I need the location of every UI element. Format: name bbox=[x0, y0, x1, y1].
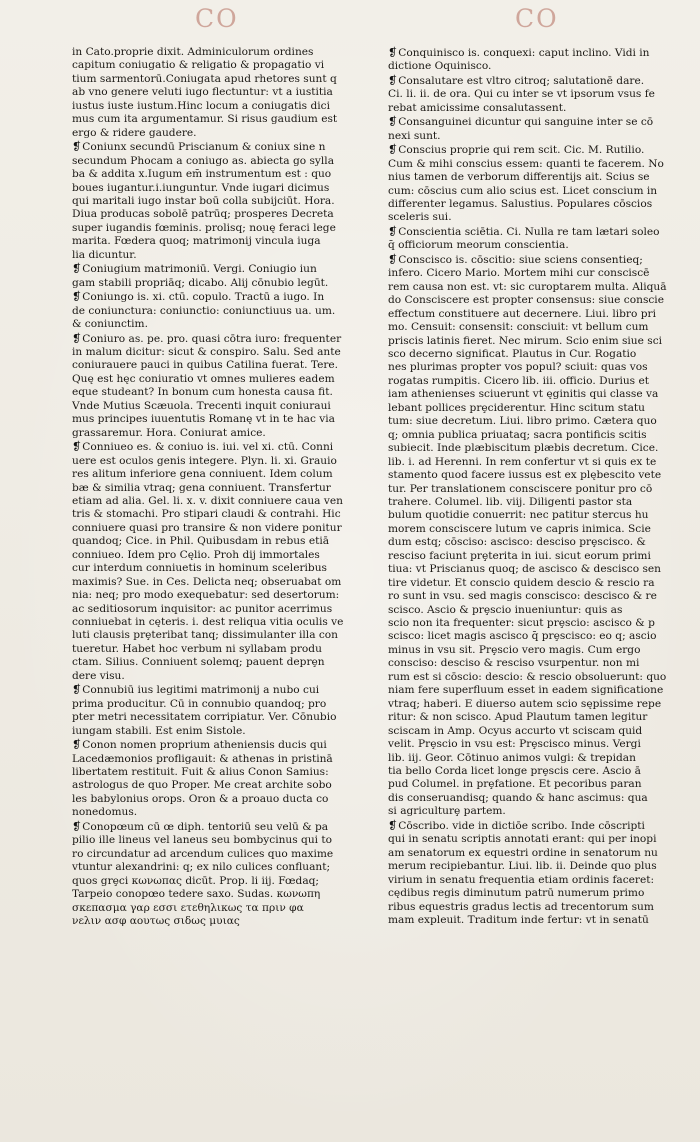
text-line: si agriculturȩ partem. bbox=[388, 805, 506, 818]
text-line: Vnde Mutius Scæuola. Trecenti inquit coniuraui bbox=[72, 399, 331, 412]
text-line: dictione Oquinisco. bbox=[388, 60, 492, 73]
text-line: priscis latinis fieret. Nec mirum. Scio enim siue sci bbox=[388, 334, 663, 347]
text-line: super iugandis fœminis. prolisq; nouę feraci lege bbox=[72, 221, 336, 234]
folio-heading-left: CO bbox=[195, 4, 239, 33]
text-line: mus principes iuuentutis Romanę vt in te hac via bbox=[72, 413, 335, 426]
text-line: subiecit. Inde plæbiscitum plæbis decretum. Cice. bbox=[388, 442, 659, 455]
entry-line: ❡ Conscius proprie qui rem scit. Cic. M. Rutilio. bbox=[388, 143, 696, 157]
entry-line: ❡ Consanguinei dicuntur qui sanguine inter se cō bbox=[388, 115, 696, 129]
text-line: dum estq; cōsciso: ascisco: desciso prȩscisco. & bbox=[388, 536, 646, 549]
text-line: conniueo. Idem pro Cęlio. Proh dij immortales bbox=[72, 548, 320, 561]
text-line: minus in vsu sit. Prȩscio vero magis. Cum ergo bbox=[388, 643, 641, 656]
text-line: νελιν ασφ αουτως σιδως μυιας bbox=[72, 915, 240, 927]
text-line: nes plurimas propter vos popul? sciuit: quas vos bbox=[388, 361, 648, 374]
text-line: prima producitur. Cū in connubio quandoq; pro bbox=[72, 697, 327, 710]
text-line: ergo & ridere gaudere. bbox=[72, 126, 197, 139]
entry-line: ❡ Consalutare est vltro citroq; salutationē dare. bbox=[388, 74, 696, 88]
text-line: Tarpeio conopœo tedere saxo. Sudas. κωνωπη bbox=[72, 888, 321, 901]
text-line: cędibus regis diminutum patrū numerum primo bbox=[388, 887, 645, 900]
text-line: bulum quotidie conuerrit: nec patitur stercus hu bbox=[388, 509, 649, 522]
text-line: Diua producas sobolē patrūq; prosperes Decreta bbox=[72, 208, 334, 221]
text-line: ro circundatur ad arcendum culices quo maxime bbox=[72, 847, 334, 860]
text-line: maximis? Sue. in Ces. Delicta neq; obseruabat om bbox=[72, 575, 342, 588]
text-line: qui maritali iugo instar boū colla subijciūt. Hora. bbox=[72, 194, 335, 207]
text-line: in malum dicitur: sicut & conspiro. Salu. Sed ante bbox=[72, 345, 341, 358]
text-line: quandoq; Cice. in Phil. Quibusdam in rebus etiā bbox=[72, 535, 330, 548]
text-line: marita. Fœdera quoq; matrimonij vincula iuga bbox=[72, 235, 321, 248]
right-text-column bbox=[388, 46, 696, 927]
entry-line: ❡ Coniuro as. pe. pro. quasi cōtra iuro: frequenter bbox=[72, 332, 380, 346]
text-line: res alitum inferiore gena conniuent. Idem colum bbox=[72, 468, 333, 481]
text-line: nius tamen de verborum differentijs ait. Scius se bbox=[388, 171, 650, 184]
text-line: lebant pollices prȩciderentur. Hinc scitum statu bbox=[388, 401, 645, 414]
text-line: eque studeant? In bonum cum honesta causa fit. bbox=[72, 386, 333, 399]
text-line: sceleris sui. bbox=[388, 211, 452, 224]
text-line: conniuere quasi pro transire & non videre ponitur bbox=[72, 521, 342, 534]
text-line: cum: cōscius cum alio scius est. Licet conscium in bbox=[388, 184, 658, 197]
entry-line: ❡ Conon nomen proprium atheniensis ducis qui bbox=[72, 738, 380, 752]
text-line: nexi sunt. bbox=[388, 129, 441, 142]
text-line: in Cato.proprie dixit. Adminiculorum ordines bbox=[72, 46, 314, 58]
text-line: dere visu. bbox=[72, 669, 125, 682]
entry-line: ❡ Coniugium matrimoniū. Vergi. Coniugio iun bbox=[72, 262, 380, 276]
entry-line: ❡ Conscisco is. cōscitio: siue sciens consentieq; bbox=[388, 253, 696, 267]
text-line: iam athenienses sciuerunt vt ęginitis qui classe va bbox=[388, 388, 659, 401]
text-line: ab vno genere veluti iugo flectuntur: vt a iustitia bbox=[72, 86, 333, 99]
text-line: virium in senatu frequentia etiam ordinis faceret: bbox=[388, 873, 655, 886]
text-line: pud Columel. in prȩfatione. Et pecoribus paran bbox=[388, 778, 642, 791]
text-line: consciso: desciso & resciso vsurpentur. non mi bbox=[388, 657, 640, 670]
text-line: lib. i. ad Herenni. In rem confertur vt si quis ex te bbox=[388, 455, 657, 468]
text-line: Lacedæmonios profligauit: & athenas in pristinā bbox=[72, 752, 333, 765]
text-line: secundum Phocam a coniugo as. abiecta go sylla bbox=[72, 154, 335, 167]
text-line: rebat amicissime consalutassent. bbox=[388, 101, 567, 114]
text-line: am senatorum ex equestri ordine in senatorum nu bbox=[388, 846, 658, 859]
text-line: q̄ officiorum meorum conscientia. bbox=[388, 239, 569, 252]
text-line: de coniunctura: coniunctio: coniunctiuus ua. um. bbox=[72, 304, 336, 317]
text-line: stamento quod facere iussus est ex plębescito vete bbox=[388, 469, 662, 482]
text-line: tiua: vt Priscianus quoq; de ascisco & descisco sen bbox=[388, 563, 661, 576]
entry-line: ❡ Conquinisco is. conquexi: caput inclino. Vidi in bbox=[388, 46, 696, 60]
entry-line: ❡ Connubiū ius legitimi matrimonij a nubo cui bbox=[72, 683, 380, 697]
text-line: tur. Per translationem consciscere ponitur pro cō bbox=[388, 482, 653, 495]
text-line: mam expleuit. Traditum inde fertur: vt in senatū bbox=[388, 914, 649, 926]
text-line: tium sarmentorū.Coniugata apud rhetores sunt q bbox=[72, 72, 337, 85]
text-line: trahere. Columel. lib. viij. Diligenti pastor sta bbox=[388, 495, 633, 508]
text-line: q; omnia publica priuataq; sacra pontificis scitis bbox=[388, 428, 647, 441]
text-line: uere est oculos genis integere. Plyn. li. xi. Grauio bbox=[72, 454, 337, 467]
text-line: mo. Censuit: consensit: consciuit: vt bellum cum bbox=[388, 321, 649, 334]
text-line: astrologus de quo Proper. Me creat archite sobo bbox=[72, 779, 332, 792]
text-line: luti clausis prȩteribat tanq; dissimulanter illa con bbox=[72, 629, 339, 642]
text-line: differenter legamus. Salustius. Populares cōscios bbox=[388, 197, 653, 210]
text-line: etiam ad alia. Gel. li. x. v. dixit conniuere caua ven bbox=[72, 494, 343, 507]
text-line: Quę est hęc coniuratio vt omnes mulieres eadem bbox=[72, 372, 335, 385]
left-text-column bbox=[72, 46, 380, 928]
entry-line: ❡ Conopœum cū œ diph. tentoriū seu velū & pa bbox=[72, 820, 380, 834]
text-line: tia bello Corda licet longe prȩscis cere. Ascio ā bbox=[388, 765, 641, 778]
text-line: Cum & mihi conscius essem: quanti te facerem. No bbox=[388, 157, 664, 170]
text-line: lia dicuntur. bbox=[72, 248, 137, 261]
text-line: rem causa non est. vt: sic curoptarem multa. Aliquā bbox=[388, 280, 667, 293]
entry-line: ❡ Cōscribo. vide in dictiōe scribo. Inde cōscripti bbox=[388, 819, 696, 833]
text-line: rogatas rumpitis. Cicero lib. iii. officio. Durius et bbox=[388, 374, 649, 387]
text-line: bæ & similia vtraq; gena conniuent. Transfertur bbox=[72, 481, 331, 494]
text-line: ritur: & non scisco. Apud Plautum tamen legitur bbox=[388, 711, 648, 724]
text-line: nia: neq; pro modo exequebatur: sed desertorum: bbox=[72, 589, 340, 602]
text-line: sciscam in Amp. Ocyus accurto vt sciscam quid bbox=[388, 724, 643, 737]
text-line: vtuntur alexandrini: q; ex nilo culices confluant; bbox=[72, 861, 331, 874]
text-line: pilio ille lineus vel laneus seu bombycinus qui to bbox=[72, 834, 333, 847]
text-line: tueretur. Habet hoc verbum ni syllabam produ bbox=[72, 642, 322, 655]
text-line: sco decerno significat. Plautus in Cur. Rogatio bbox=[388, 347, 637, 360]
text-line: qui in senatu scriptis annotati erant: qui per inopi bbox=[388, 833, 657, 846]
entry-line: ❡ Conscientia sciētia. Ci. Nulla re tam lætari soleo bbox=[388, 225, 696, 239]
text-line: rum est si cōscio: descio: & rescio obsoluerunt: quo bbox=[388, 670, 667, 683]
text-line: effectum constituere aut decernere. Liui. libro pri bbox=[388, 307, 656, 320]
entry-line: ❡ Conniueo es. & coniuo is. iui. vel xi. ctū. Conni bbox=[72, 440, 380, 454]
text-line: gam stabili propriāq; dicabo. Alij cōnubio legūt. bbox=[72, 276, 329, 289]
text-line: ribus equestris gradus lectis ad trecentorum sum bbox=[388, 900, 654, 913]
text-line: tris & stomachi. Pro stipari claudi & contrahi. Hic bbox=[72, 508, 341, 521]
entry-line: ❡ Coniungo is. xi. ctū. copulo. Tractū a iugo. In bbox=[72, 290, 380, 304]
text-line: dis conseruandisq; quando & hanc ascimus: qua bbox=[388, 791, 648, 804]
text-line: iungam stabili. Est enim Sistole. bbox=[72, 724, 246, 737]
text-line: tire videtur. Et conscio quidem descio & rescio ra bbox=[388, 576, 655, 589]
text-line: morem consciscere lutum ve capris inimica. Scie bbox=[388, 522, 651, 535]
text-line: do Consciscere est propter consensus: siue conscie bbox=[388, 294, 664, 307]
text-line: σκεπασμα γαρ εσσι ετεθηλικως τα πριν φα bbox=[72, 901, 304, 914]
text-line: iustus iuste iustum.Hinc locum a coniugatis dici bbox=[72, 99, 330, 112]
text-line: velit. Prȩscio in vsu est: Prȩscisco minus. Vergi bbox=[388, 738, 641, 751]
text-line: conniuebat in cęteris. i. dest reliqua vitia oculis ve bbox=[72, 616, 344, 629]
entry-line: ❡ Coniunx secundū Priscianum & coniux sine n bbox=[72, 140, 380, 154]
text-line: niam fere superfluum esset in eadem significatione bbox=[388, 684, 664, 697]
text-line: merum recipiebantur. Liui. lib. ii. Deinde quo plus bbox=[388, 860, 657, 873]
text-line: lib. iij. Geor. Cōtinuo animos vulgi: & trepidan bbox=[388, 751, 636, 764]
text-line: scisco: licet magis ascisco q̄ prȩscisco: eo q; ascio bbox=[388, 630, 657, 643]
text-line: pter metri necessitatem corripiatur. Ver. Cōnubio bbox=[72, 711, 337, 724]
text-line: capitum coniugatio & religatio & propagatio vi bbox=[72, 59, 325, 72]
text-line: ctam. Silius. Conniuent solemq; pauent deprȩn bbox=[72, 656, 325, 669]
text-line: vtraq; haberi. E diuerso autem scio sępissime repe bbox=[388, 697, 662, 710]
text-line: nonedomus. bbox=[72, 806, 138, 819]
text-line: quos grȩci κωνωπας dicūt. Prop. li iij. Fœdaq; bbox=[72, 874, 319, 887]
text-line: tum: siue decretum. Liui. libro primo. Cætera quo bbox=[388, 415, 657, 428]
text-line: scio non ita frequenter: sicut prȩscio: ascisco & p bbox=[388, 617, 655, 630]
text-line: ro sunt in vsu. sed magis conscisco: descisco & re bbox=[388, 590, 657, 603]
folio-heading-right: CO bbox=[515, 4, 559, 33]
text-line: infero. Cicero Mario. Mortem mihi cur consciscē bbox=[388, 267, 650, 280]
text-line: coniurauere pauci in quibus Catilina fuerat. Tere. bbox=[72, 359, 339, 372]
text-line: grassaremur. Hora. Coniurat amice. bbox=[72, 426, 266, 439]
text-line: boues iugantur.i.iunguntur. Vnde iugari dicimus bbox=[72, 181, 330, 194]
text-line: mus cum ita argumentamur. Si risus gaudium est bbox=[72, 113, 338, 126]
text-line: libertatem restituit. Fuit & alius Conon Samius: bbox=[72, 766, 329, 779]
text-line: resciso faciunt prȩterita in iui. sicut eorum primi bbox=[388, 549, 651, 562]
text-line: & coniunctim. bbox=[72, 318, 148, 331]
text-line: les babylonius orops. Oron & a proauo ducta co bbox=[72, 792, 329, 805]
text-line: scisco. Ascio & prȩscio inueniuntur: quis as bbox=[388, 603, 623, 616]
text-line: ba & addita x.Iugum em̄ instrumentum est : quo bbox=[72, 168, 332, 181]
text-line: ac seditiosorum inquisitor: ac punitor acerrimus bbox=[72, 602, 333, 615]
text-line: Ci. li. ii. de ora. Qui cu inter se vt ipsorum vsus fe bbox=[388, 88, 655, 101]
text-line: cur interdum conniuetis in hominum sceleribus bbox=[72, 562, 327, 575]
